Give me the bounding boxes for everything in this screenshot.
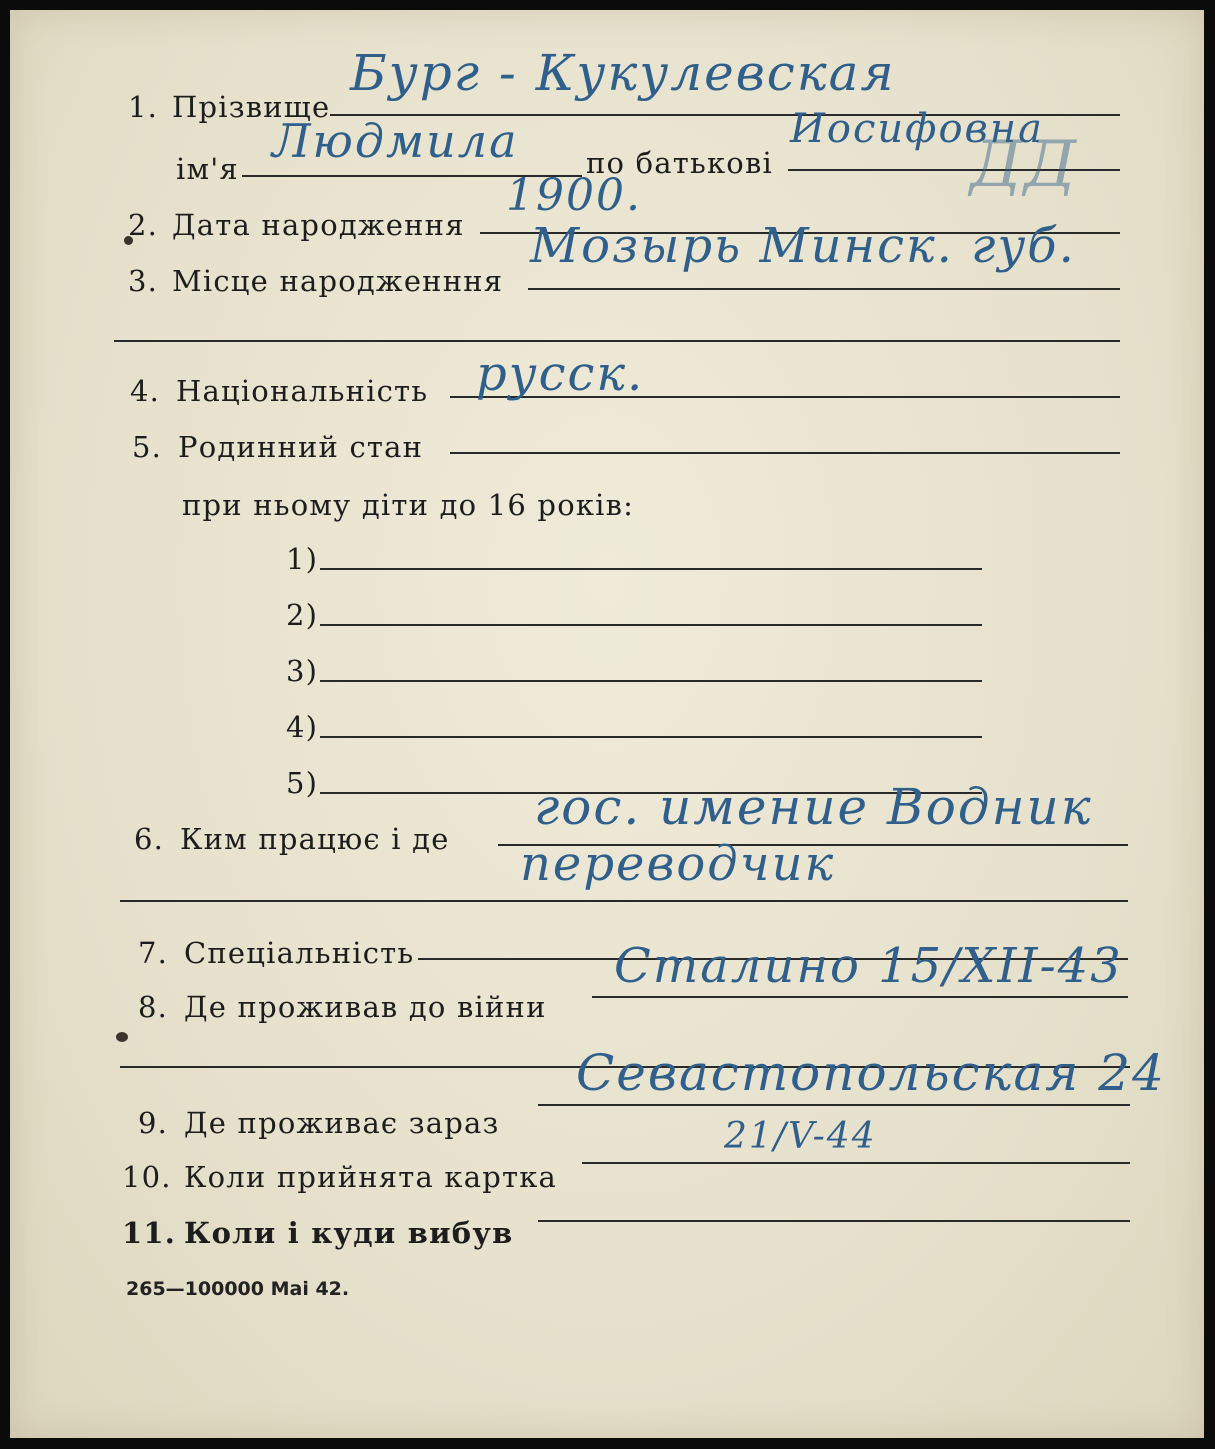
child-5-label: 5) <box>286 766 319 800</box>
child-3-line <box>320 680 982 682</box>
field-10-line <box>582 1162 1130 1164</box>
field-10-label: Коли прийнята картка <box>184 1160 558 1194</box>
field-5-label: Родинний стан <box>178 430 424 464</box>
field-5-line <box>450 452 1120 454</box>
birth-place-handwriting: Мозырь Минск. губ. <box>530 218 1076 274</box>
field-8-line <box>592 996 1128 998</box>
field-6-number: 6. <box>134 822 165 856</box>
field-11-label: Коли і куди вибув <box>184 1216 514 1250</box>
field-1b-label: ім'я <box>176 152 239 186</box>
field-9-number: 9. <box>138 1106 169 1140</box>
field-1c-label: по батькові <box>586 146 773 180</box>
field-3-label: Місце народженння <box>172 264 504 298</box>
field-8-number: 8. <box>138 990 169 1024</box>
field-1-label: Прізвище <box>172 90 331 124</box>
birth-year-handwriting: 1900. <box>506 170 642 221</box>
patronymic-handwriting: Иосифовна <box>790 106 1044 152</box>
field-3-line <box>528 288 1120 290</box>
registration-card <box>10 10 1204 1438</box>
field-8-label: Де проживав до війни <box>184 990 547 1024</box>
child-2-line <box>320 624 982 626</box>
field-3-line-2 <box>114 340 1120 342</box>
field-11-line <box>538 1220 1130 1222</box>
card-date-handwriting: 21/V-44 <box>724 1116 877 1157</box>
field-7-number: 7. <box>138 936 169 970</box>
field-2-number: 2. <box>128 208 159 242</box>
child-3-label: 3) <box>286 654 319 688</box>
prewar-address-handwriting: Сталино 15/XII-43 <box>614 938 1123 994</box>
initials-handwriting: ДД <box>970 128 1079 202</box>
field-6-line-2 <box>120 900 1128 902</box>
field-4-label: Національність <box>176 374 429 408</box>
field-4-number: 4. <box>130 374 161 408</box>
field-10-number: 10. <box>122 1160 172 1194</box>
nationality-handwriting: русск. <box>476 346 645 402</box>
child-1-label: 1) <box>286 542 319 576</box>
work-place-handwriting: гос. имение Водник <box>534 778 1093 836</box>
print-code: 265—100000 Маі 42. <box>126 1278 350 1300</box>
surname-handwriting: Бург - Кукулевская <box>350 44 896 102</box>
children-label: при ньому діти до 16 років: <box>182 488 635 522</box>
first-name-handwriting: Людмила <box>272 114 519 168</box>
field-2-label: Дата народження <box>172 208 465 242</box>
field-9-label: Де проживає зараз <box>184 1106 500 1140</box>
punch-hole <box>116 1032 128 1042</box>
field-9-line <box>538 1104 1130 1106</box>
field-3-number: 3. <box>128 264 159 298</box>
field-11-number: 11. <box>122 1216 177 1250</box>
field-7-label: Спеціальність <box>184 936 415 970</box>
child-2-label: 2) <box>286 598 319 632</box>
field-5-number: 5. <box>132 430 163 464</box>
child-4-label: 4) <box>286 710 319 744</box>
current-address-handwriting: Севастопольская 24 <box>576 1044 1166 1102</box>
field-6-label: Ким працює і де <box>180 822 450 856</box>
child-1-line <box>320 568 982 570</box>
work-role-handwriting: переводчик <box>520 836 836 892</box>
child-4-line <box>320 736 982 738</box>
field-1-number: 1. <box>128 90 159 124</box>
